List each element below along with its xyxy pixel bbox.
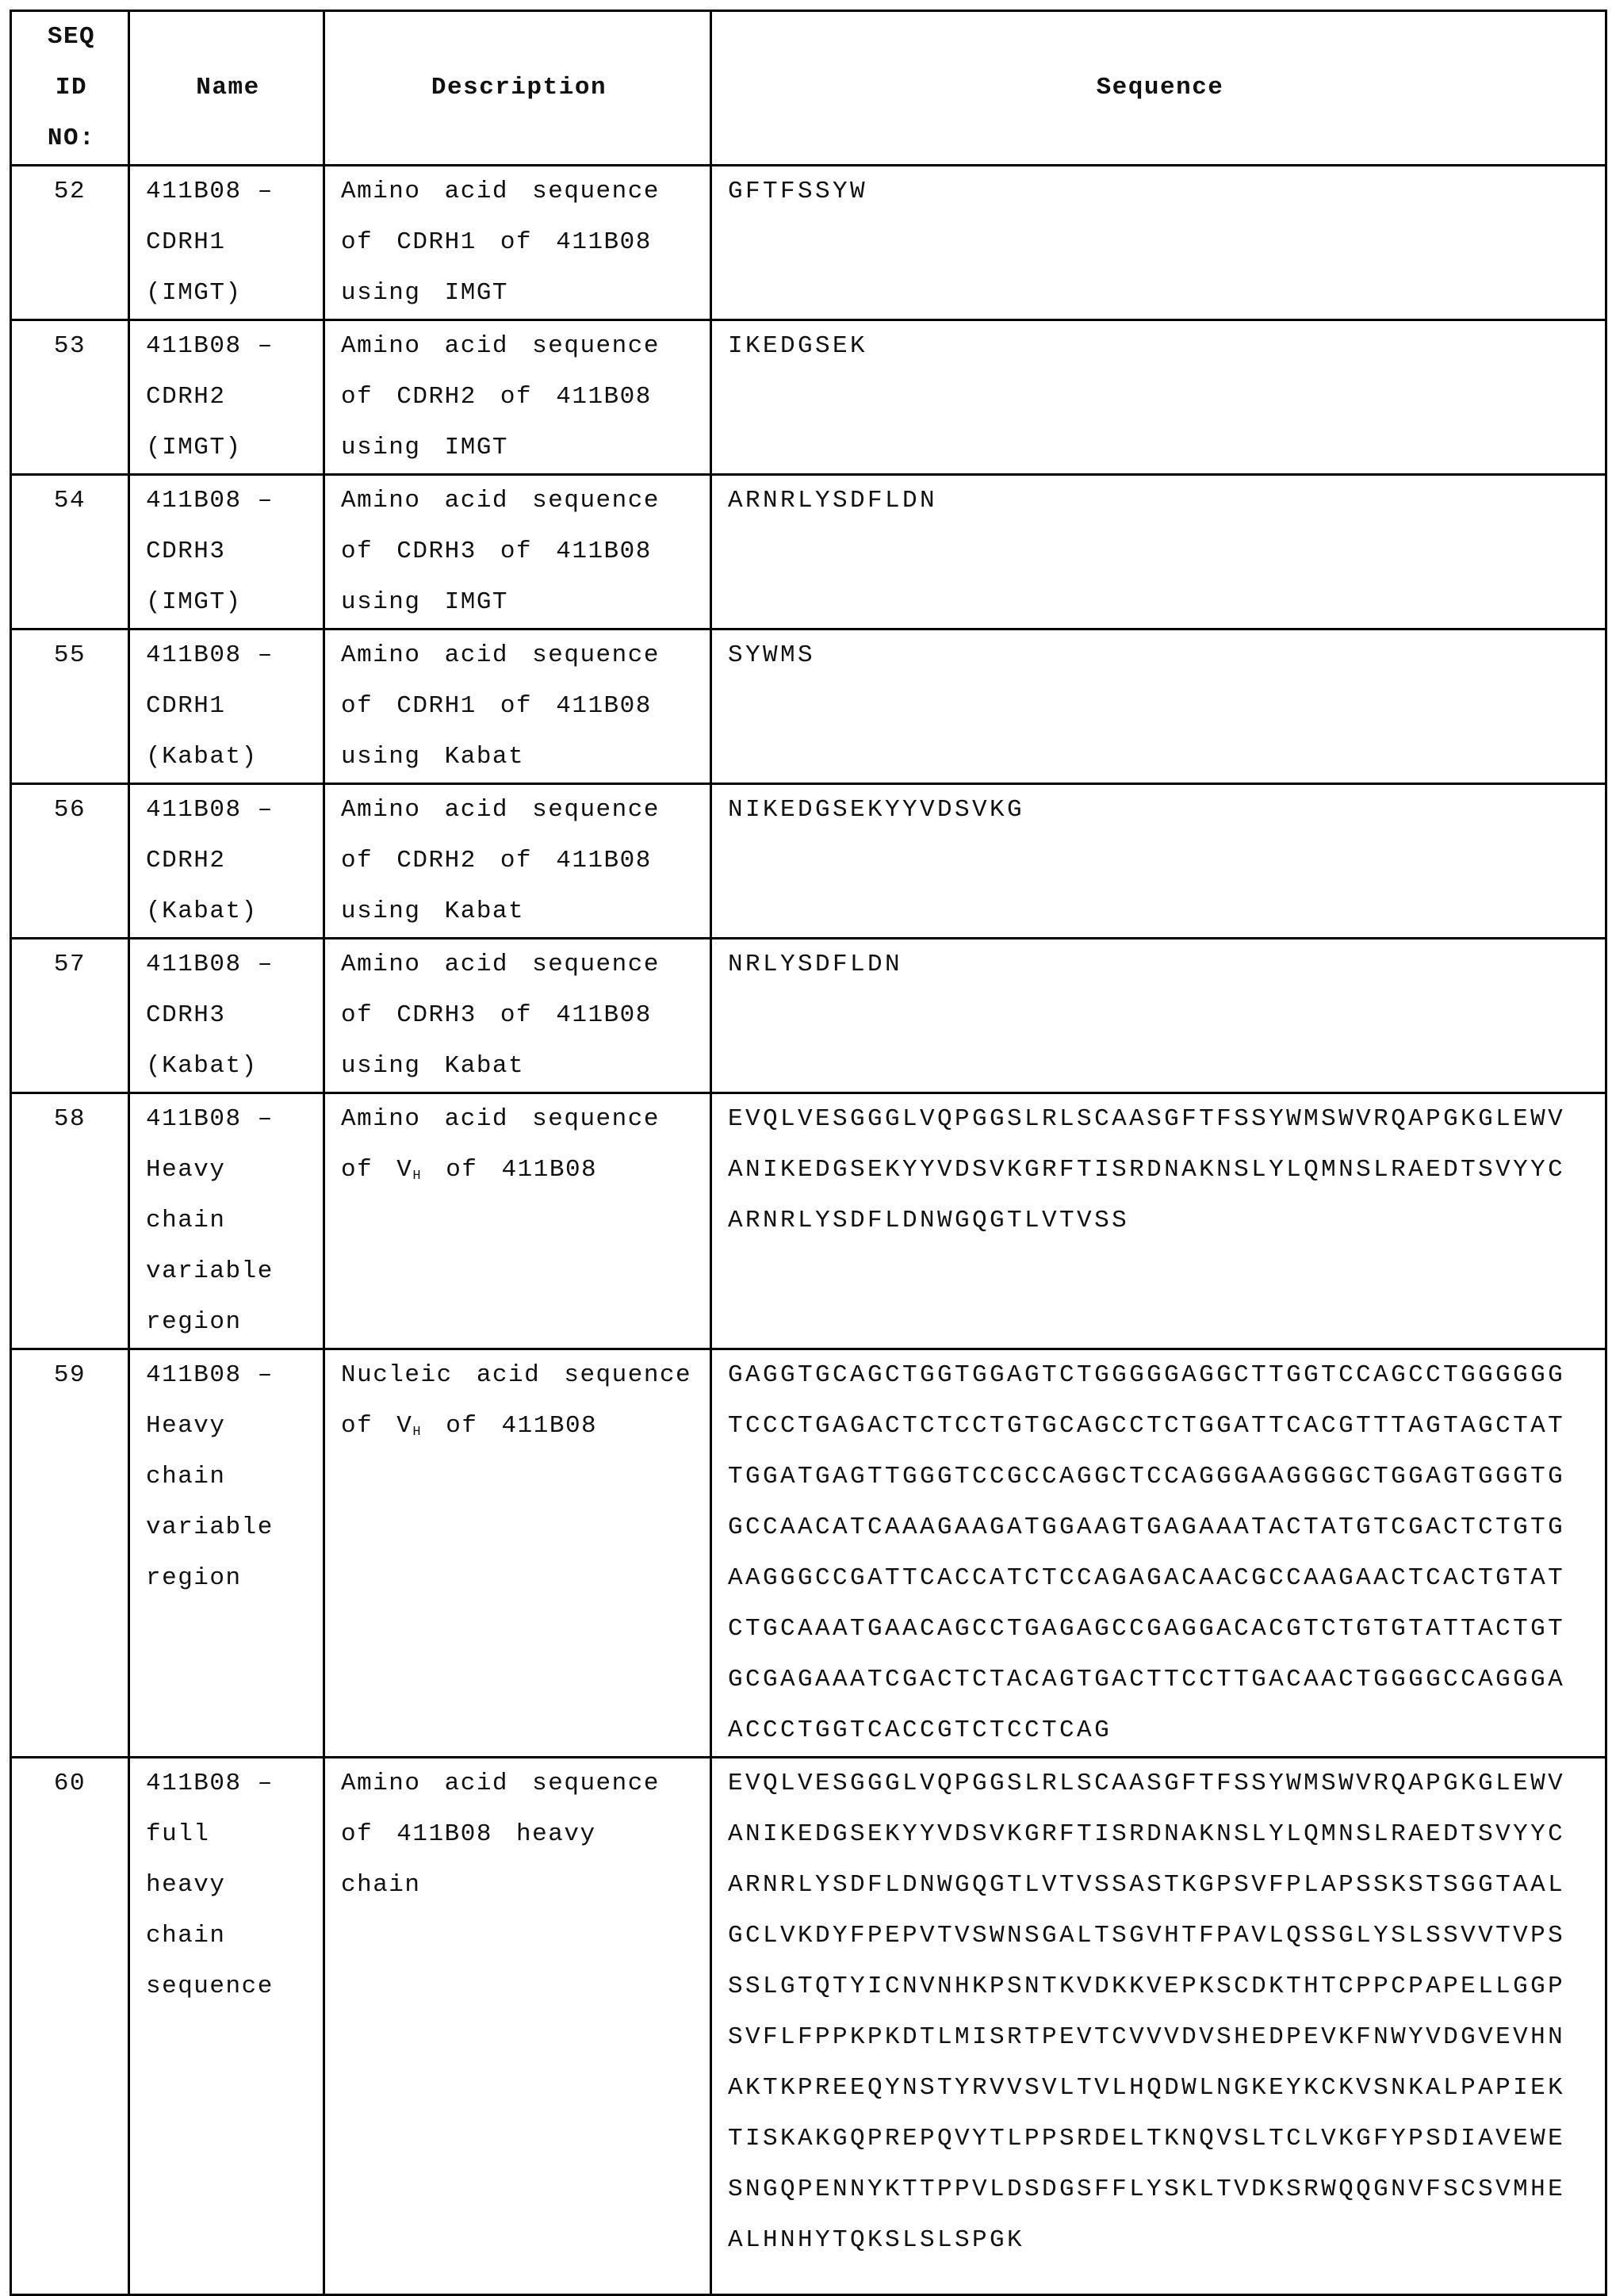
description-text: Amino acid sequence of CDRH3 of 411B08 using IMGT — [341, 487, 660, 616]
sequence-line: TGGATGAGTTGGGTCCGCCAGGCTCCAGGGAAGGGGCTGGAGTGGGTG — [728, 1452, 1592, 1502]
sequence-line: NRLYSDFLDN — [728, 939, 1592, 990]
sequence-line: AAGGGCCGATTCACCATCTCCAGAGACAACGCCAAGAACTCACTGTAT — [728, 1553, 1592, 1604]
table-row — [11, 784, 1606, 939]
header-sequence: Sequence — [711, 11, 1606, 166]
table-row — [11, 1758, 1606, 2295]
sequence-line: ACCCTGGTCACCGTCTCCTCAG — [728, 1705, 1592, 1756]
sequence-line: SYWMS — [728, 630, 1592, 681]
seq-id-cell: 58 — [11, 1093, 129, 1349]
subscript-h: H — [412, 1169, 422, 1184]
sequence-line: NIKEDGSEKYYVDSVKG — [728, 785, 1592, 836]
description-text: of 411B08 — [422, 1156, 597, 1184]
name-cell: 411B08 – Heavy chain variable region — [129, 1093, 324, 1349]
sequence-line: GFTFSSYW — [728, 166, 1592, 217]
sequence-line: ANIKEDGSEKYYVDSVKGRFTISRDNAKNSLYLQMNSLRAEDTSVYYC — [728, 1809, 1592, 1860]
description-text: Amino acid sequence of CDRH1 of 411B08 using IMGT — [341, 178, 660, 307]
sequence-line: CTGCAAATGAACAGCCTGAGAGCCGAGGACACGTCTGTGTATTACTGT — [728, 1604, 1592, 1655]
sequence-cell — [711, 784, 1606, 939]
seq-id-cell: 53 — [11, 320, 129, 475]
sequence-line: GCCAACATCAAAGAAGATGGAAGTGAGAAATACTATGTCGACTCTGTG — [728, 1502, 1592, 1553]
table-row — [11, 475, 1606, 629]
table-row — [11, 320, 1606, 475]
description-text: Amino acid sequence of CDRH3 of 411B08 using Kabat — [341, 951, 660, 1080]
description-cell — [324, 939, 711, 1093]
table-row — [11, 1349, 1606, 1758]
seq-id-cell: 52 — [11, 166, 129, 320]
description-text: Amino acid sequence of CDRH2 of 411B08 using IMGT — [341, 332, 660, 461]
sequence-line: ARNRLYSDFLDNWGQGTLVTVSSASTKGPSVFPLAPSSKSTSGGTAAL — [728, 1860, 1592, 1911]
sequence-line: GCGAGAAATCGACTCTACAGTGACTTCCTTGACAACTGGGGCCAGGGA — [728, 1655, 1592, 1705]
name-cell: 411B08 – CDRH3 (IMGT) — [129, 475, 324, 629]
description-text: Nucleic acid sequence of V — [341, 1361, 691, 1440]
sequence-cell — [711, 629, 1606, 784]
sequence-line: ALHNHYTQKSLSLSPGK — [728, 2215, 1592, 2266]
sequence-line: TISKAKGQPREPQVYTLPPSRDELTKNQVSLTCLVKGFYPSDIAVEWE — [728, 2114, 1592, 2164]
table-row — [11, 939, 1606, 1093]
description-cell — [324, 784, 711, 939]
seq-id-cell: 59 — [11, 1349, 129, 1758]
sequence-cell — [711, 1349, 1606, 1758]
seq-id-cell: 57 — [11, 939, 129, 1093]
table-row — [11, 1093, 1606, 1349]
sequence-line: AKTKPREEQYNSTYRVVSVLTVLHQDWLNGKEYKCKVSNKALPAPIEK — [728, 2063, 1592, 2114]
sequence-line: ARNRLYSDFLDN — [728, 476, 1592, 526]
name-cell: 411B08 – CDRH3 (Kabat) — [129, 939, 324, 1093]
description-cell — [324, 1758, 711, 2295]
sequence-line: IKEDGSEK — [728, 321, 1592, 372]
description-cell — [324, 166, 711, 320]
name-cell: 411B08 – CDRH2 (Kabat) — [129, 784, 324, 939]
description-text: of 411B08 — [422, 1412, 597, 1440]
sequence-line: ARNRLYSDFLDNWGQGTLVTVSS — [728, 1196, 1592, 1246]
subscript-h: H — [412, 1425, 422, 1440]
sequence-line: EVQLVESGGGLVQPGGSLRLSCAASGFTFSSYWMSWVRQAPGKGLEWV — [728, 1094, 1592, 1145]
sequence-cell — [711, 1758, 1606, 2295]
seq-id-cell: 56 — [11, 784, 129, 939]
seq-id-cell: 60 — [11, 1758, 129, 2295]
sequence-cell — [711, 320, 1606, 475]
sequence-line: SNGQPENNYKTTPPVLDSDGSFFLYSKLTVDKSRWQQGNVFSCSVMHE — [728, 2164, 1592, 2215]
description-cell — [324, 320, 711, 475]
header-seq-id: SEQ ID NO: — [11, 11, 129, 166]
header-row — [11, 11, 1606, 166]
description-text: Amino acid sequence of 411B08 heavy chain — [341, 1770, 660, 1899]
description-cell — [324, 1349, 711, 1758]
sequence-table — [10, 10, 1607, 2296]
name-cell: 411B08 – full heavy chain sequence — [129, 1758, 324, 2295]
description-text: Amino acid sequence of CDRH1 of 411B08 using Kabat — [341, 641, 660, 771]
description-text: Amino acid sequence of CDRH2 of 411B08 using Kabat — [341, 796, 660, 925]
sequence-cell — [711, 1093, 1606, 1349]
description-cell — [324, 1093, 711, 1349]
header-name: Name — [129, 11, 324, 166]
header-description: Description — [324, 11, 711, 166]
sequence-cell — [711, 166, 1606, 320]
name-cell: 411B08 – CDRH2 (IMGT) — [129, 320, 324, 475]
description-cell — [324, 475, 711, 629]
sequence-line: ANIKEDGSEKYYVDSVKGRFTISRDNAKNSLYLQMNSLRAEDTSVYYC — [728, 1145, 1592, 1196]
table-row — [11, 629, 1606, 784]
table-body — [11, 166, 1606, 2295]
seq-id-cell: 54 — [11, 475, 129, 629]
sequence-line: GAGGTGCAGCTGGTGGAGTCTGGGGGAGGCTTGGTCCAGCCTGGGGGG — [728, 1350, 1592, 1401]
sequence-line: GCLVKDYFPEPVTVSWNSGALTSGVHTFPAVLQSSGLYSLSSVVTVPS — [728, 1911, 1592, 1961]
description-cell — [324, 629, 711, 784]
sequence-line: EVQLVESGGGLVQPGGSLRLSCAASGFTFSSYWMSWVRQAPGKGLEWV — [728, 1758, 1592, 1809]
sequence-line: SVFLFPPKPKDTLMISRTPEVTCVVVDVSHEDPEVKFNWYVDGVEVHN — [728, 2012, 1592, 2063]
name-cell: 411B08 – Heavy chain variable region — [129, 1349, 324, 1758]
name-cell: 411B08 – CDRH1 (IMGT) — [129, 166, 324, 320]
table-row — [11, 166, 1606, 320]
seq-id-cell: 55 — [11, 629, 129, 784]
sequence-cell — [711, 939, 1606, 1093]
sequence-line: TCCCTGAGACTCTCCTGTGCAGCCTCTGGATTCACGTTTAGTAGCTAT — [728, 1401, 1592, 1452]
sequence-line: SSLGTQTYICNVNHKPSNTKVDKKVEPKSCDKTHTCPPCPAPELLGGP — [728, 1961, 1592, 2012]
sequence-cell — [711, 475, 1606, 629]
description-text: Amino acid sequence of V — [341, 1105, 660, 1184]
name-cell: 411B08 – CDRH1 (Kabat) — [129, 629, 324, 784]
